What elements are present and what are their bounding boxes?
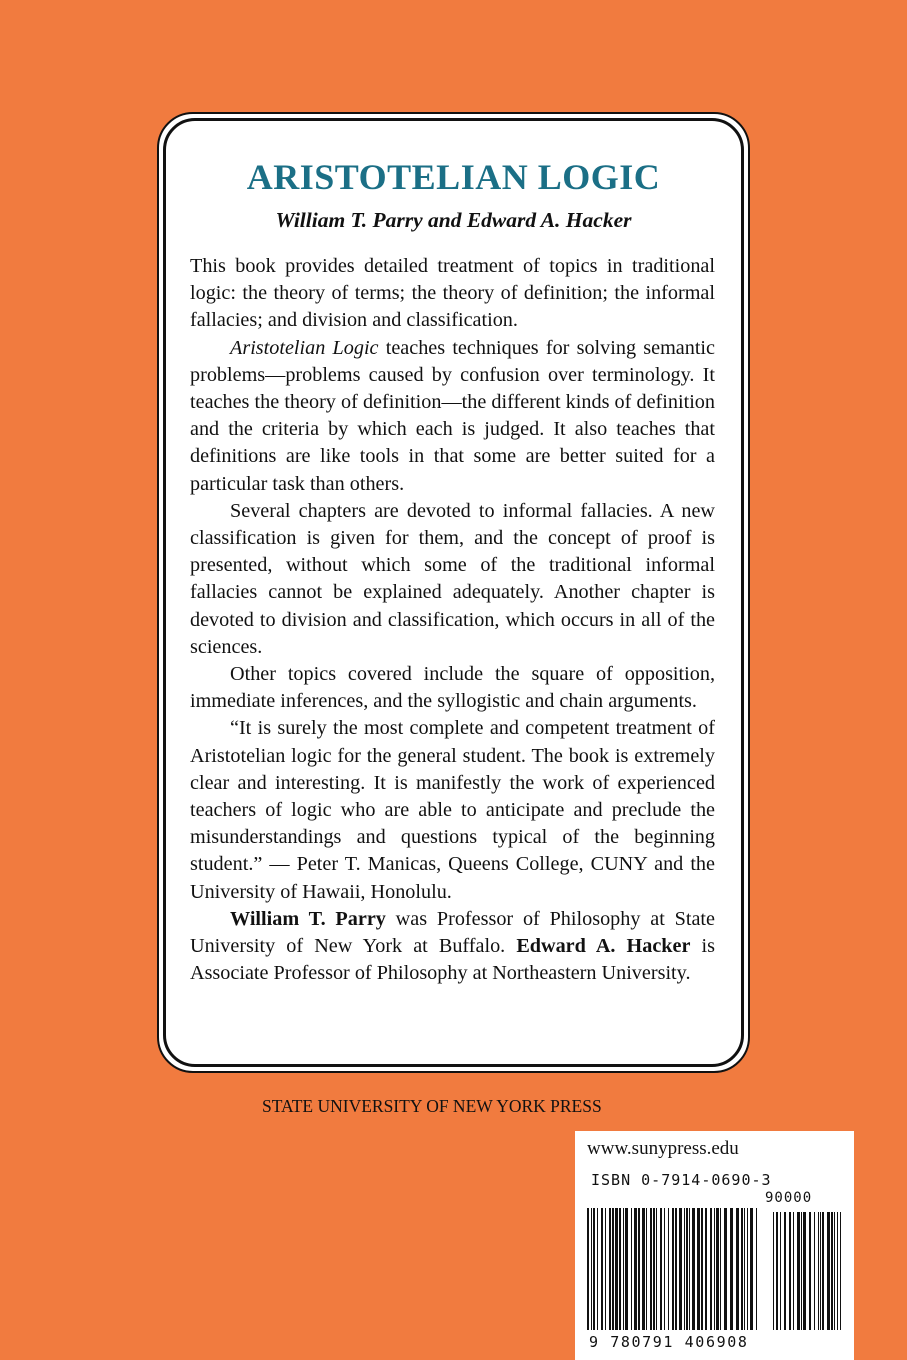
barcode-bar — [756, 1208, 757, 1330]
barcode-bar — [601, 1208, 603, 1330]
barcode-bar — [619, 1208, 621, 1330]
barcode-bar — [664, 1208, 665, 1330]
book-title-italic: Aristotelian Logic — [230, 336, 379, 359]
barcode-bar — [747, 1208, 748, 1330]
bio-text-2: is Associate Professor of Philosophy at Northeastern University. — [190, 935, 716, 985]
barcode-bar — [631, 1208, 632, 1330]
barcode-addon-bar — [793, 1212, 794, 1330]
barcode-icon — [583, 1208, 845, 1334]
ean-number: 9 780791 406908 — [589, 1333, 749, 1351]
barcode-bar — [720, 1208, 721, 1330]
barcode-bar — [692, 1208, 695, 1330]
barcode-addon-bar — [822, 1212, 824, 1330]
barcode-addon-bar — [784, 1212, 786, 1330]
barcode-bar — [714, 1208, 715, 1330]
book-title: ARISTOTELIAN LOGIC — [246, 157, 661, 197]
barcode-bar — [668, 1208, 669, 1330]
barcode-addon-bar — [820, 1212, 821, 1330]
blurb — [190, 253, 715, 987]
book-authors: William T. Parry and Edward A. Hacker — [275, 208, 632, 232]
blurb-paragraph-4 — [190, 661, 715, 715]
barcode-box — [575, 1131, 854, 1360]
barcode-bar — [701, 1208, 703, 1330]
barcode-bar — [724, 1208, 727, 1330]
bio-text-1: was Professor of Philosophy at State University of New York at Buffalo. — [190, 907, 715, 958]
barcode-addon-bar — [773, 1212, 774, 1330]
author-name-2: Edward A. Hacker — [516, 935, 691, 958]
blurb-paragraph-2 — [190, 335, 715, 498]
barcode-bar — [686, 1208, 688, 1330]
author-bio — [190, 906, 715, 988]
barcode-addon-bar — [814, 1212, 815, 1330]
barcode-bar — [716, 1208, 719, 1330]
back-cover-panel — [157, 112, 750, 1073]
barcode-bar — [675, 1208, 677, 1330]
barcode-bar — [591, 1208, 592, 1330]
paragraph-text: Several chapters are devoted to informal fallacies. A new classification is given for them, and the concept of proof is presented, without which some of the traditional informal fallacies cannot be explained adequately. Another chapter is devoted to division and classification, which occurs in all of the sciences. — [190, 499, 715, 658]
barcode-addon-bar — [840, 1212, 841, 1330]
barcode-bar — [587, 1208, 589, 1330]
barcode-bar — [625, 1208, 628, 1330]
barcode-addon-bar — [837, 1212, 838, 1330]
barcode-bar — [653, 1208, 655, 1330]
barcode-bar — [638, 1208, 640, 1330]
blurb-paragraph-1 — [190, 253, 715, 335]
barcode-addon-bar — [834, 1212, 835, 1330]
barcode-bar — [634, 1208, 637, 1330]
author-name-1: William T. Parry — [230, 907, 386, 930]
barcode-bar — [684, 1208, 685, 1330]
barcode-bar — [710, 1208, 712, 1330]
barcode-addon-bar — [803, 1212, 806, 1330]
barcode-bar — [609, 1208, 611, 1330]
barcode-addon-bar — [818, 1212, 819, 1330]
barcode-bar — [744, 1208, 745, 1330]
publisher-url: www.sunypress.edu — [587, 1138, 739, 1159]
paragraph-text: Other topics covered include the square of opposition, immediate inferences, and the syllogistic and chain arguments. — [190, 663, 715, 713]
panel-inner-border — [163, 118, 744, 1067]
barcode-addon-bar — [789, 1212, 791, 1330]
barcode-bar — [605, 1208, 606, 1330]
barcode-bar — [672, 1208, 674, 1330]
barcode-addon-bar — [827, 1212, 830, 1330]
barcode-bar — [730, 1208, 733, 1330]
barcode-addon-bar — [797, 1212, 800, 1330]
barcode-bar — [597, 1208, 598, 1330]
barcode-bar — [650, 1208, 652, 1330]
barcode-bar — [741, 1208, 743, 1330]
paragraph-text: teaches techniques for solving semantic problems—problems caused by confusion over terminology. It teaches the theory of definition—the different kinds of definition and the criteria by which each is judged. It also teaches that definitions are like tools in that some are better suited for a particular task than others. — [190, 336, 715, 495]
paragraph-text: This book provides detailed treatment of topics in traditional logic: the theory of terms; the theory of definition; the informal fallacies; and division and classification. — [190, 255, 715, 332]
isbn-number: ISBN 0-7914-0690-3 — [591, 1171, 772, 1189]
barcode-addon-bar — [780, 1212, 781, 1330]
barcode-bar — [679, 1208, 682, 1330]
barcode-bar — [750, 1208, 753, 1330]
barcode-addon-bar — [831, 1212, 833, 1330]
barcode-addon-bar — [801, 1212, 802, 1330]
price-code: 90000 — [765, 1190, 813, 1206]
barcode-bar — [615, 1208, 618, 1330]
barcode-addon-bar — [776, 1212, 778, 1330]
barcode-addon-bar — [809, 1212, 811, 1330]
blurb-paragraph-3 — [190, 498, 715, 661]
publisher-name: STATE UNIVERSITY OF NEW YORK PRESS — [262, 1096, 602, 1116]
paragraph-text: “It is surely the most complete and competent treatment of Aristotelian logic for the general student. The book is extremely clear and interesting. It is manifestly the work of experienced teachers of logic who are able to anticipate and preclude the misunderstandings and questions typical of the beginning student.” — Peter T. Manicas, Queens College, CUNY and the University of Hawaii, Honolulu. — [190, 717, 715, 903]
barcode-bar — [642, 1208, 645, 1330]
barcode-bar — [736, 1208, 739, 1330]
barcode-bar — [697, 1208, 700, 1330]
barcode-bar — [689, 1208, 690, 1330]
barcode-bar — [612, 1208, 614, 1330]
barcode-bar — [593, 1208, 595, 1330]
blurb-review-quote — [190, 715, 715, 905]
barcode-bar — [705, 1208, 707, 1330]
barcode-bar — [623, 1208, 624, 1330]
barcode-bar — [646, 1208, 647, 1330]
barcode-bar — [660, 1208, 662, 1330]
barcode-bar — [656, 1208, 657, 1330]
